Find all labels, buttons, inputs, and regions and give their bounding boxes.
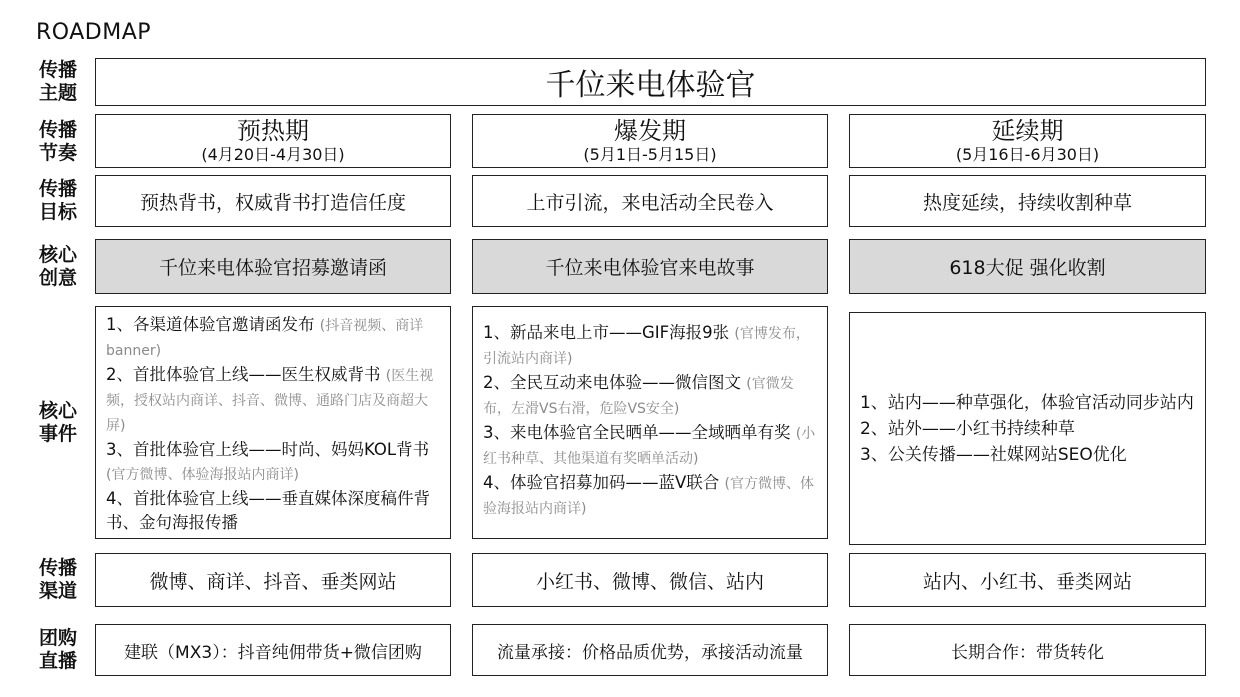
row-label-line: 创意 (38, 266, 77, 289)
phase-name: 延续期 (991, 117, 1064, 145)
phase-3-goal: 热度延续，持续收割种草 (849, 175, 1206, 227)
event-item (483, 321, 819, 371)
phase-3-events (849, 312, 1206, 545)
phase-2-events (472, 306, 828, 539)
row-label-theme (30, 58, 86, 106)
phase-1-header (95, 114, 451, 168)
event-item (860, 390, 1194, 416)
row-label-goal (30, 175, 86, 227)
phase-2-idea: 千位来电体验官来电故事 (472, 239, 828, 294)
event-item (860, 416, 1075, 442)
row-label-line: 事件 (38, 422, 77, 445)
row-label-channels (30, 553, 86, 607)
event-note: (官方微博、体验海报站内商详) (106, 467, 299, 483)
phase-1-idea: 千位来电体验官招募邀请函 (95, 239, 451, 294)
event-item (106, 313, 442, 363)
event-text: 3、来电体验官全民晒单——全域晒单有奖 (483, 423, 791, 442)
event-text: 3、首批体验官上线——时尚、妈妈KOL背书 (106, 440, 430, 459)
row-label-line: 传播 (38, 119, 77, 141)
event-note: (医生视频，授权站内商详、抖音、微博、通路门店及商超大屏) (106, 368, 434, 434)
event-note: (官微发布，左滑VS右滑，危险VS安全) (483, 376, 794, 417)
event-item (860, 442, 1127, 468)
phase-2-header (472, 114, 828, 168)
phase-2-goal: 上市引流，来电活动全民卷入 (472, 175, 828, 227)
phase-1-groupbuy: 建联（MX3）：抖音纯佣带货+微信团购 (95, 624, 451, 676)
event-text: 1、新品来电上市——GIF海报9张 (483, 323, 730, 342)
row-label-line: 渠道 (38, 580, 77, 602)
event-text: 2、站外——小红书持续种草 (860, 418, 1075, 439)
event-text: 1、站内——种草强化，体验官活动同步站内 (860, 392, 1194, 413)
row-label-groupbuy (30, 624, 86, 676)
row-label-line: 核心 (38, 399, 77, 422)
event-item (106, 487, 442, 535)
row-label-line: 团购 (38, 627, 77, 649)
event-note: (官博发布，引流站内商详) (483, 326, 810, 367)
event-item (483, 471, 819, 521)
row-label-line: 传播 (38, 59, 77, 81)
event-item (483, 371, 819, 421)
phase-dates: (5月16日-6月30日) (955, 145, 1100, 164)
event-text: 4、首批体验官上线——垂直媒体深度稿件背书、金句海报传播 (106, 489, 430, 532)
event-text: 2、首批体验官上线——医生权威背书 (106, 365, 381, 384)
phase-2-channels: 小红书、微博、微信、站内 (472, 553, 828, 607)
phase-3-channels: 站内、小红书、垂类网站 (849, 553, 1206, 607)
event-text: 2、全民互动来电体验——微信图文 (483, 373, 741, 392)
event-note: (官方微博、体验海报站内商详) (483, 476, 815, 517)
event-text: 1、各渠道体验官邀请函发布 (106, 315, 315, 334)
event-note: (抖音视频、商详banner) (106, 318, 424, 359)
row-label-events (30, 306, 86, 539)
event-item (106, 438, 442, 487)
phase-1-channels: 微博、商详、抖音、垂类网站 (95, 553, 451, 607)
row-label-line: 核心 (38, 243, 77, 266)
row-label-line: 传播 (38, 557, 77, 579)
phase-3-idea: 618大促 强化收割 (849, 239, 1206, 294)
phase-name: 爆发期 (614, 117, 686, 145)
phase-dates: (5月1日-5月15日) (583, 145, 717, 164)
phase-2-groupbuy: 流量承接：价格品质优势，承接活动流量 (472, 624, 828, 676)
event-note: (小红书种草、其他渠道有奖晒单活动) (483, 426, 816, 467)
event-item (483, 421, 819, 471)
event-text: 3、公关传播——社媒网站SEO优化 (860, 444, 1127, 465)
event-text: 4、体验官招募加码——蓝V联合 (483, 473, 720, 492)
row-label-line: 传播 (38, 178, 77, 200)
phase-name: 预热期 (237, 117, 309, 145)
row-label-idea (30, 239, 86, 294)
row-label-rhythm (30, 116, 86, 168)
phase-3-groupbuy: 长期合作：带货转化 (849, 624, 1206, 676)
phase-1-events (95, 306, 451, 539)
event-item (106, 363, 442, 438)
phase-1-goal: 预热背书，权威背书打造信任度 (95, 175, 451, 227)
phase-dates: (4月20日-4月30日) (201, 145, 345, 164)
row-label-line: 目标 (38, 201, 77, 223)
row-label-line: 直播 (38, 650, 77, 672)
phase-3-header (849, 114, 1206, 168)
page-title: ROADMAP (36, 20, 152, 45)
theme-box: 千位来电体验官 (95, 58, 1206, 106)
row-label-line: 节奏 (38, 142, 77, 164)
row-label-line: 主题 (38, 82, 77, 104)
